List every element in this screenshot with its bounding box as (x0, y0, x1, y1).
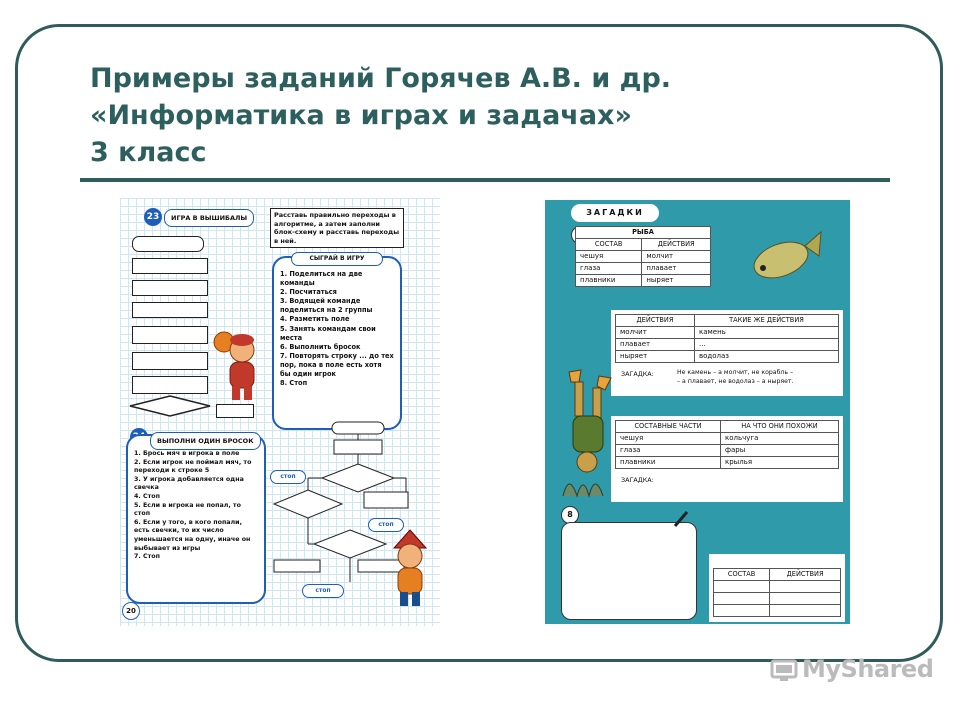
parts-col-2: НА ЧТО ОНИ ПОХОЖИ (721, 421, 839, 433)
task-24-title: ВЫПОЛНИ ОДИН БРОСОК (150, 432, 261, 450)
fish-col-actions: ДЕЙСТВИЯ (642, 239, 711, 251)
actions-col-1: ДЕЙСТВИЯ (616, 315, 695, 327)
flow-block-1 (132, 258, 208, 274)
parts-row-2-a: глаза (616, 445, 721, 457)
actions-col-2: ТАКИЕ ЖЕ ДЕЙСТВИЯ (695, 315, 839, 327)
riddles-header: ЗАГАДКИ (571, 204, 659, 222)
parts-row-1-a: чешуя (616, 433, 721, 445)
game-step-8: 8. Стоп (280, 379, 308, 388)
flow-block-6 (132, 376, 208, 394)
riddle-1-line-2: – а плавает, не водолаз – а ныряет. (677, 378, 794, 385)
flow-start-block (132, 236, 204, 252)
title-line-2: «Информатика в играх и задачах» (90, 100, 632, 131)
fish-row-2-action: плавает (642, 263, 711, 275)
boy-with-ball-illustration (212, 326, 268, 404)
parts-row-3-b: крылья (721, 457, 839, 469)
task-8-drawing-box (561, 522, 697, 620)
actions-row-1-a: молчит (616, 327, 695, 339)
diver-illustration (559, 368, 615, 498)
right-textbook-page (545, 200, 850, 624)
one-throw-steps-box (126, 434, 266, 604)
game-step-3: 3. Водящей команде поделиться на 2 группы (280, 297, 373, 315)
game-step-4: 4. Разметить поле (280, 315, 350, 324)
task-8-number: 8 (561, 506, 579, 524)
stop-label-2: стоп (368, 518, 404, 532)
parts-table (615, 420, 839, 469)
parts-col-1: СОСТАВНЫЕ ЧАСТИ (616, 421, 721, 433)
fish-col-composition: СОСТАВ (576, 239, 642, 251)
flow-block-3 (132, 302, 208, 318)
slide-title (90, 60, 671, 171)
girl-illustration (382, 528, 438, 612)
fish-table (575, 226, 711, 287)
fish-row-1-part: чешуя (576, 251, 642, 263)
throw-step-7: 7. Стоп (134, 553, 160, 561)
myshared-logo-text: MyShared (802, 655, 934, 683)
fish-row-2-part: глаза (576, 263, 642, 275)
throw-step-1: 1. Брось мяч в игрока в поле (134, 450, 240, 457)
fish-illustration (745, 228, 825, 288)
task-23-title: ИГРА В ВЫШИБАЛЫ (164, 209, 254, 227)
left-textbook-page (120, 198, 440, 626)
throw-step-3: 3. У игрока добавляется одна свечка (134, 475, 244, 492)
riddle-1-label: ЗАГАДКА: (621, 370, 654, 378)
throw-step-4: 4. Стоп (134, 492, 160, 500)
left-page-number: 20 (122, 602, 140, 620)
parts-row-1-b: кольчуга (721, 433, 839, 445)
flow-block-2 (132, 280, 208, 296)
throw-step-6: 6. Если у того, в кого попали, есть свечки, то их число уменьшается на одну, иначе он выбывает из игры (134, 518, 251, 552)
throw-step-2: 2. Если игрок не поймал мяч, то переходи к строке 5 (134, 458, 252, 475)
flow-block-4 (132, 326, 208, 344)
actions-row-3-a: ныряет (616, 351, 695, 363)
actions-row-2-b: ... (695, 339, 839, 351)
flow-block-5 (132, 352, 208, 370)
game-step-1: 1. Поделиться на две команды (280, 270, 363, 288)
flow-decision-diamond (128, 394, 212, 418)
fish-row-3-action: ныряет (642, 275, 711, 287)
task-23-instruction: Расставь правильно переходы в алгоритме, а затем заполни блок-схему и расставь переходы в ней. (270, 208, 404, 248)
game-step-7: 7. Повторять строку ... до тех пор, пока в поле есть хотя бы один игрок (280, 351, 394, 379)
flow-block-7 (216, 404, 254, 418)
stop-label-3: стоп (302, 584, 344, 598)
actions-row-2-a: плавает (616, 339, 695, 351)
title-line-3: 3 класс (90, 137, 207, 168)
stop-label-1: стоп (270, 470, 306, 484)
pencil-icon (671, 508, 691, 530)
actions-table (615, 314, 839, 363)
actions-row-1-b: камень (695, 327, 839, 339)
riddle-2-label: ЗАГАДКА: (621, 476, 654, 484)
task-8-col-1: СОСТАВ (714, 569, 770, 581)
throw-step-5: 5. Если в игрока не попал, то стоп (134, 501, 241, 518)
game-step-2: 2. Посчитаться (280, 288, 337, 297)
actions-row-3-b: водолаз (695, 351, 839, 363)
play-game-title: СЫГРАЙ В ИГРУ (291, 252, 383, 266)
game-step-5: 5. Занять командам свои места (280, 324, 376, 342)
task-8-col-2: ДЕЙСТВИЯ (770, 569, 841, 581)
myshared-logo-icon (770, 655, 798, 683)
title-underline (80, 178, 890, 182)
fish-table-title: РЫБА (576, 227, 711, 239)
game-step-6: 6. Выполнить бросок (280, 342, 361, 351)
fish-row-1-action: молчит (642, 251, 711, 263)
riddle-1-line-1: Не камень – а молчит, не корабль – (677, 369, 794, 376)
title-line-1: Примеры заданий Горячев А.В. и др. (90, 63, 672, 94)
parts-row-3-a: плавники (616, 457, 721, 469)
fish-row-3-part: плавники (576, 275, 642, 287)
task-8-table (713, 568, 841, 617)
task-23-number: 23 (144, 208, 162, 226)
play-game-steps-box (272, 256, 402, 430)
myshared-watermark (770, 655, 933, 683)
parts-row-2-b: фары (721, 445, 839, 457)
